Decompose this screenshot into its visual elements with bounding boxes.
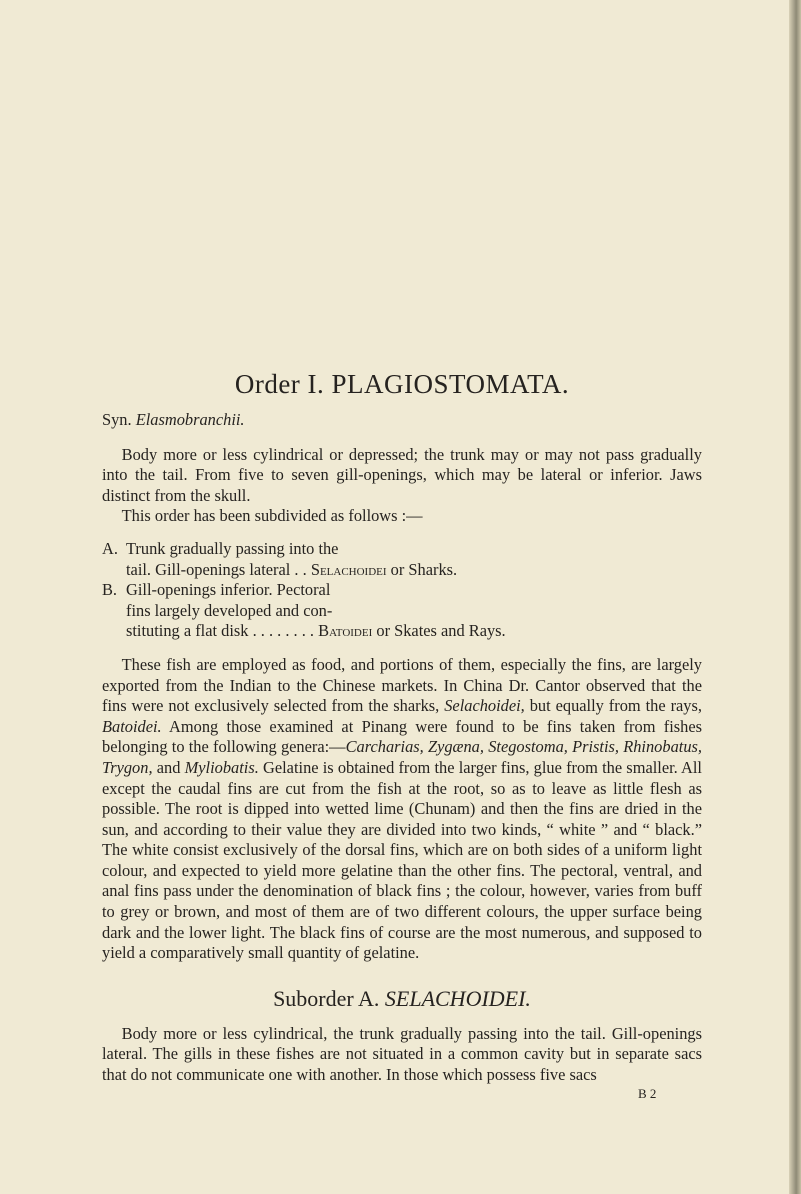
key-group-name: Batoidei	[318, 621, 373, 641]
key-letter: B.	[102, 580, 118, 600]
synonym-line	[102, 410, 702, 431]
order-heading: Order I. PLAGIOSTOMATA.	[234, 369, 570, 399]
key-text	[126, 580, 702, 642]
subdivision-intro: This order has been subdivided as follows :—	[121, 506, 423, 526]
suborder-name: SELACHOIDEI.	[384, 985, 531, 1011]
order-description: Body more or less cylindrical or depressed; the trunk may or may not pass gradually into the tail. From five to seven gill-openings, which may be lateral or inferior. Jaws distinct from the skull.	[102, 444, 702, 505]
synonym-label: Syn.	[102, 410, 132, 429]
key-entry-b	[102, 580, 702, 642]
page-edge	[789, 0, 801, 1194]
key-line: fins largely developed and con-	[126, 600, 333, 620]
fins-paragraph	[102, 655, 702, 964]
text-run: Gelatine is obtained from the larger fins, glue from the smaller. All except the caudal fins are cut from the fish at the root, so as to leave as little flesh as possible. The root is dipped into wetted lime (Chunam) and then the fins are dried in the sun, and according to their value they are divided into two kinds, “ white ” and “ black.” The white consist exclusively of the dorsal fins, which are on both sides of a uniform light colour, and expected to yield more gelatine than the other fins. The pectoral, ventral, and anal fins pass under the denomination of black fins ; the colour, however, varies from buff to grey or brown, and most of them are of two different colours, the upper surface being dark and the lower light. The black fins of course are the most numerous, and supposed to yield a comparatively small quantity of gelatine.	[102, 757, 702, 963]
text-run: but equally from the rays,	[529, 696, 702, 716]
key-common-name: or Skates and Rays.	[376, 621, 506, 641]
text-run: and	[156, 757, 181, 777]
taxon-name: Myliobatis.	[184, 757, 259, 777]
key-entry-a	[102, 539, 702, 580]
taxon-name: Carcharias, Zygæna, Stegostoma, Pristis, Rhinobatus, Trygon,	[102, 737, 702, 777]
suborder-heading	[102, 986, 702, 1012]
key-line: Gill-openings inferior. Pectoral	[126, 580, 331, 600]
key-text	[126, 539, 702, 580]
suborder-description: Body more or less cylindrical, the trunk gradually passing into the tail. Gill-openings lateral. The gills in these fishes are not situated in a common cavity but in separate sacs that do not communicate one with another. In those which possess five sacs	[102, 1023, 702, 1085]
signature-mark: B 2	[638, 1086, 657, 1101]
classification-key	[102, 539, 702, 642]
text-run: These fish are employed as food, and portions of them, especially the fins, are largely exported from the Indian to the Chinese markets. In China Dr. Cantor observed that the fins were not exclusively selected from the sharks,	[102, 654, 702, 716]
text-run: Among those examined at Pinang were found to be fins taken from fishes belonging to the following genera:—	[102, 716, 702, 757]
taxon-name: Batoidei.	[102, 716, 162, 736]
key-line: tail. Gill-openings lateral . .	[126, 559, 307, 579]
page-content	[102, 368, 702, 1086]
synonym-name: Elasmobranchii.	[135, 410, 245, 429]
key-letter: A.	[102, 538, 118, 558]
key-common-name: or Sharks.	[390, 559, 458, 579]
taxon-name: Selachoidei,	[444, 696, 525, 716]
key-line: stituting a flat disk . . . . . . . .	[126, 621, 315, 641]
suborder-prefix: Suborder A.	[273, 985, 380, 1011]
key-line: Trunk gradually passing into the	[126, 538, 339, 558]
key-group-name: Selachoidei	[310, 559, 387, 579]
